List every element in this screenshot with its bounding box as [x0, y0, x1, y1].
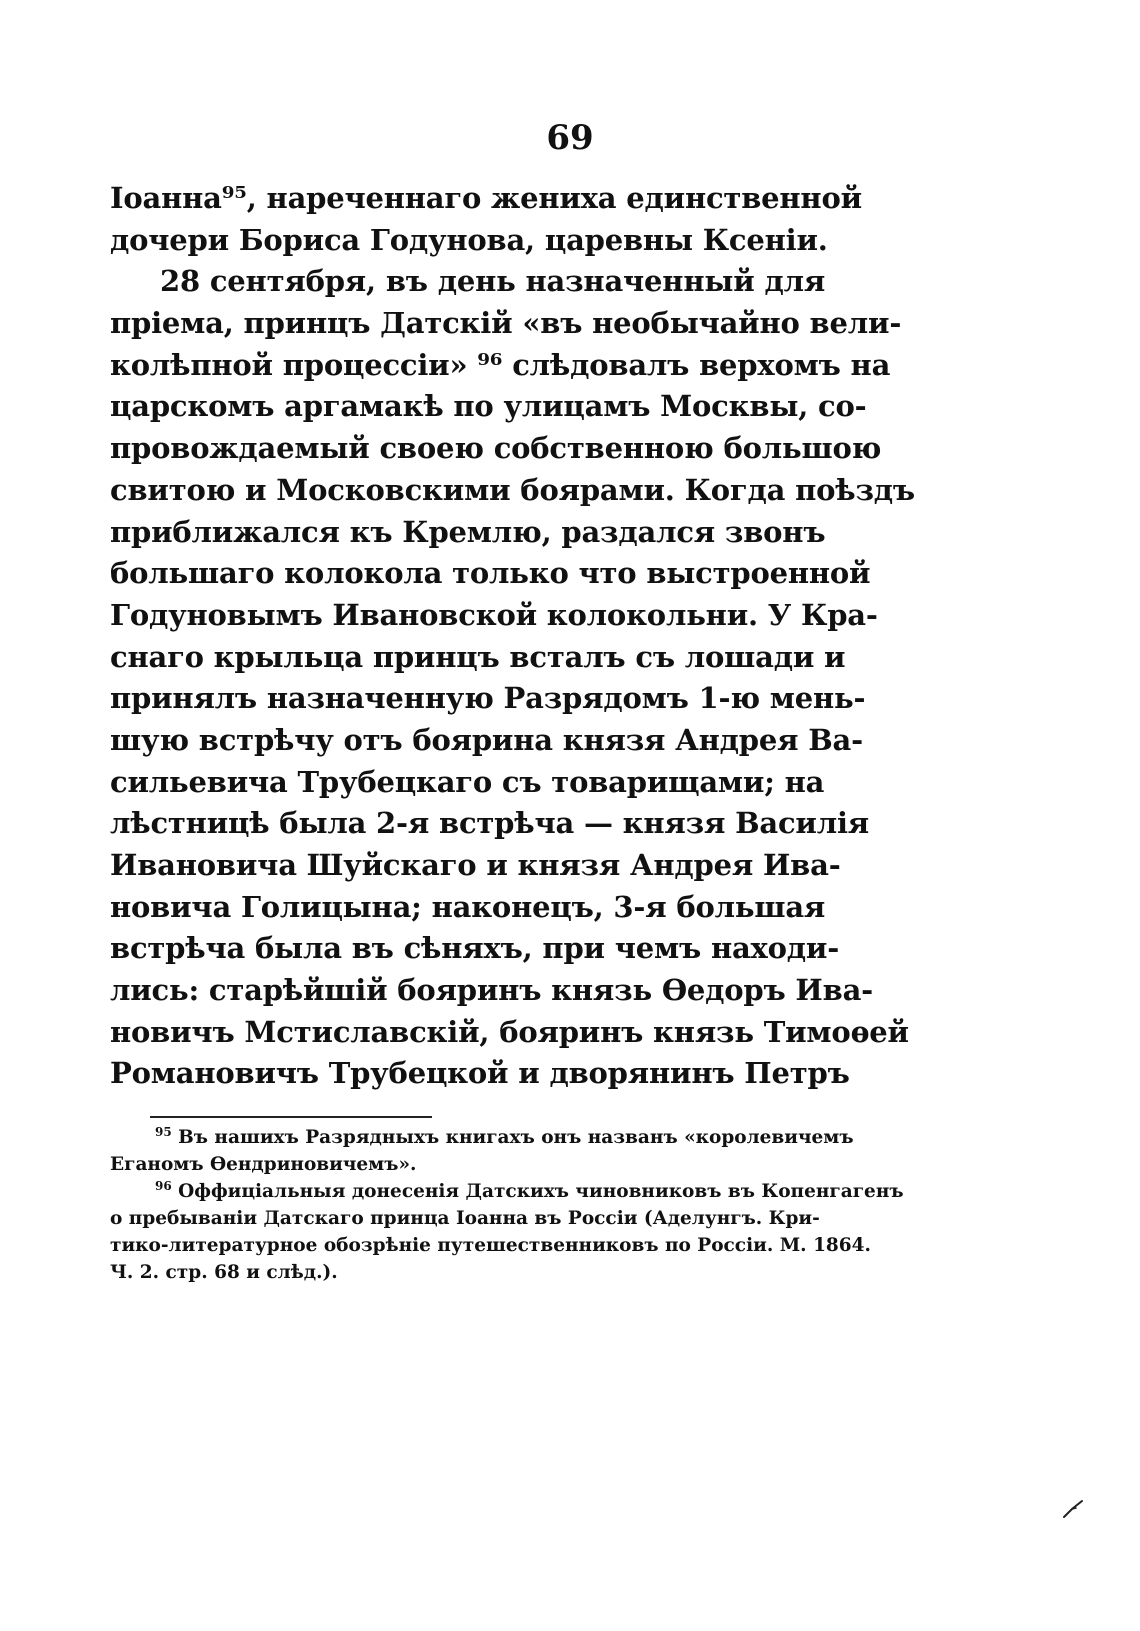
text-line: лѣстницѣ была 2-я встрѣча — князя Василія [110, 806, 870, 841]
footnote-line [110, 1178, 904, 1205]
footnote-text: Ч. 2. стр. 68 и слѣд.). [110, 1262, 338, 1283]
footnote-text: Оффиціальныя донесенія Датскихъ чиновниковъ въ Копенгагенъ [178, 1181, 904, 1202]
body-text [110, 178, 915, 1095]
footnote-marker: 95 [155, 1124, 172, 1139]
text-line: дочери Бориса Годунова, царевны Ксеніи. [110, 222, 828, 257]
footnotes [110, 1124, 904, 1286]
text-line: новича Голицына; наконецъ, 3-я большая [110, 889, 826, 924]
text-line: принялъ назначенную Разрядомъ 1-ю мень- [110, 681, 866, 716]
pencil-mark [1062, 1497, 1086, 1521]
text-line: свитою и Московскими боярами. Когда поѣздъ [110, 472, 915, 507]
footnote-text: Въ нашихъ Разрядныхъ книгахъ онъ названъ «королевичемъ [178, 1127, 854, 1148]
text-line: Романовичъ Трубецкой и дворянинъ Петръ [110, 1056, 850, 1091]
footnote-text: тико-литературное обозрѣніе путешественниковъ по Россіи. М. 1864. [110, 1235, 871, 1256]
footnote-line [110, 1232, 871, 1259]
footnote-line [110, 1205, 820, 1232]
text-line: Іоанна⁹⁵, нареченнаго жениха единственной [110, 181, 862, 215]
text-line: снаго крыльца принцъ всталъ съ лошади и [110, 639, 846, 674]
text-line: пріема, принцъ Датскій «въ необычайно вели- [110, 306, 902, 341]
footnote-separator [150, 1116, 432, 1118]
text-line: шую встрѣчу отъ боярина князя Андрея Ва- [110, 722, 863, 757]
footnote-marker: 96 [155, 1178, 172, 1193]
footnote-line [110, 1259, 810, 1286]
text-line: Годуновымъ Ивановской колокольни. У Кра- [110, 597, 878, 632]
footnote-text: о пребываніи Датскаго принца Іоанна въ Россіи (Аделунгъ. Кри- [110, 1208, 820, 1229]
text-line: Ивановича Шуйскаго и князя Андрея Ива- [110, 848, 841, 882]
footnote-text: Еганомъ Ѳендриновичемъ». [110, 1154, 417, 1175]
footnote-line [110, 1151, 810, 1178]
text-line: встрѣча была въ сѣняхъ, при чемъ находи- [110, 931, 840, 966]
text-line: 28 сентября, въ день назначенный для [160, 264, 826, 299]
text-line: колѣпной процессіи» ⁹⁶ слѣдовалъ верхомъ на [110, 347, 891, 382]
page-number: 69 [546, 118, 594, 158]
text-line: большаго колокола только что выстроенной [110, 556, 871, 591]
text-line: лись: старѣйшій бояринъ князь Ѳедоръ Ива- [110, 973, 874, 1008]
text-line: приближался къ Кремлю, раздался звонъ [110, 514, 826, 549]
footnote-line [110, 1124, 854, 1151]
text-line: провождаемый своею собственною большою [110, 431, 882, 466]
text-line: сильевича Трубецкаго съ товарищами; на [110, 764, 825, 799]
text-line: новичъ Мстиславскій, бояринъ князь Тимоѳей [110, 1014, 909, 1049]
text-line: царскомъ аргамакѣ по улицамъ Москвы, со- [110, 389, 867, 424]
